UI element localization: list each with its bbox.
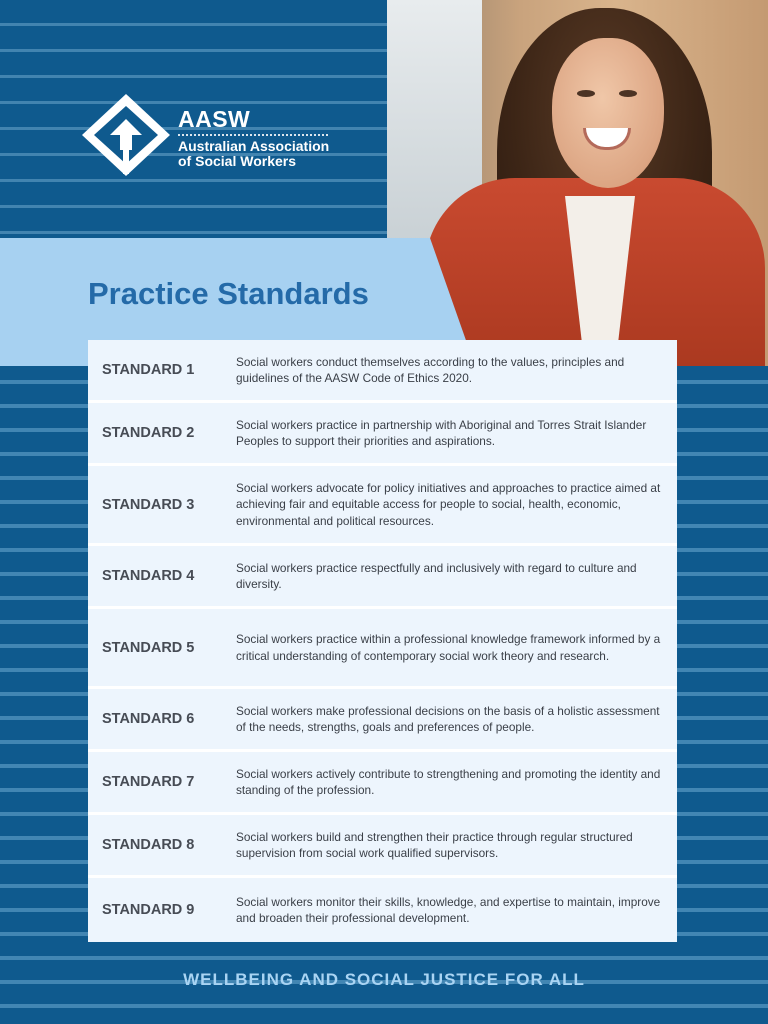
photo-face <box>552 38 664 188</box>
logo-name-line-1: Australian Association <box>178 138 330 154</box>
footer-tagline: WELLBEING AND SOCIAL JUSTICE FOR ALL <box>183 970 585 989</box>
standard-label: STANDARD 7 <box>102 774 195 790</box>
standard-label: STANDARD 4 <box>102 568 195 584</box>
standard-row-3 <box>88 466 677 546</box>
standard-description: Social workers actively contribute to strengthening and promoting the identity and standing of the profession. <box>236 766 661 797</box>
logo-name-line-2: of Social Workers <box>178 153 297 169</box>
aasw-logo <box>80 92 340 182</box>
header-block <box>0 0 387 238</box>
aasw-logo-icon <box>80 92 172 178</box>
standard-row-8 <box>88 815 677 878</box>
standard-description: Social workers monitor their skills, knowledge, and expertise to maintain, improve and broaden their professional development. <box>236 894 661 925</box>
standard-description: Social workers build and strengthen their practice through regular structured supervision from social work qualified supervisors. <box>236 829 633 860</box>
standard-row-2 <box>88 403 677 466</box>
standard-row-6 <box>88 689 677 752</box>
standard-row-1 <box>88 340 677 403</box>
standard-label: STANDARD 8 <box>102 837 195 853</box>
logo-abbreviation: AASW <box>178 106 251 132</box>
standard-description: Social workers practice in partnership with Aboriginal and Torres Strait Islander Peoples to support their priorities and aspirations. <box>236 417 647 448</box>
standard-label: STANDARD 1 <box>102 362 195 378</box>
standard-label: STANDARD 2 <box>102 425 195 441</box>
page-title: Practice Standards <box>88 276 369 311</box>
standard-row-5 <box>88 609 677 689</box>
standard-description: Social workers practice respectfully and inclusively with regard to culture and diversity. <box>236 560 637 591</box>
standard-description: Social workers practice within a professional knowledge framework informed by a critical understanding of contemporary social work theory and research. <box>236 632 661 663</box>
standard-description: Social workers make professional decisions on the basis of a holistic assessment of the needs, strengths, goals and preferences of people. <box>236 703 660 734</box>
standard-label: STANDARD 3 <box>102 496 195 513</box>
standard-description: Social workers advocate for policy initiatives and approaches to practice aimed at achieving fair and equitable access for people to social, health, economic, environmental and political resources. <box>236 480 661 528</box>
logo-divider <box>178 134 328 136</box>
standard-label: STANDARD 9 <box>102 902 195 918</box>
standard-row-9 <box>88 878 677 942</box>
photo-eye-left <box>577 90 595 97</box>
logo-organisation-name <box>178 139 348 169</box>
standard-row-7 <box>88 752 677 815</box>
standard-label: STANDARD 5 <box>102 639 195 656</box>
standards-table <box>88 340 677 942</box>
standard-row-4 <box>88 546 677 609</box>
photo-eye-right <box>619 90 637 97</box>
standard-description: Social workers conduct themselves according to the values, principles and guidelines of the AASW Code of Ethics 2020. <box>236 354 625 385</box>
standard-label: STANDARD 6 <box>102 711 195 727</box>
